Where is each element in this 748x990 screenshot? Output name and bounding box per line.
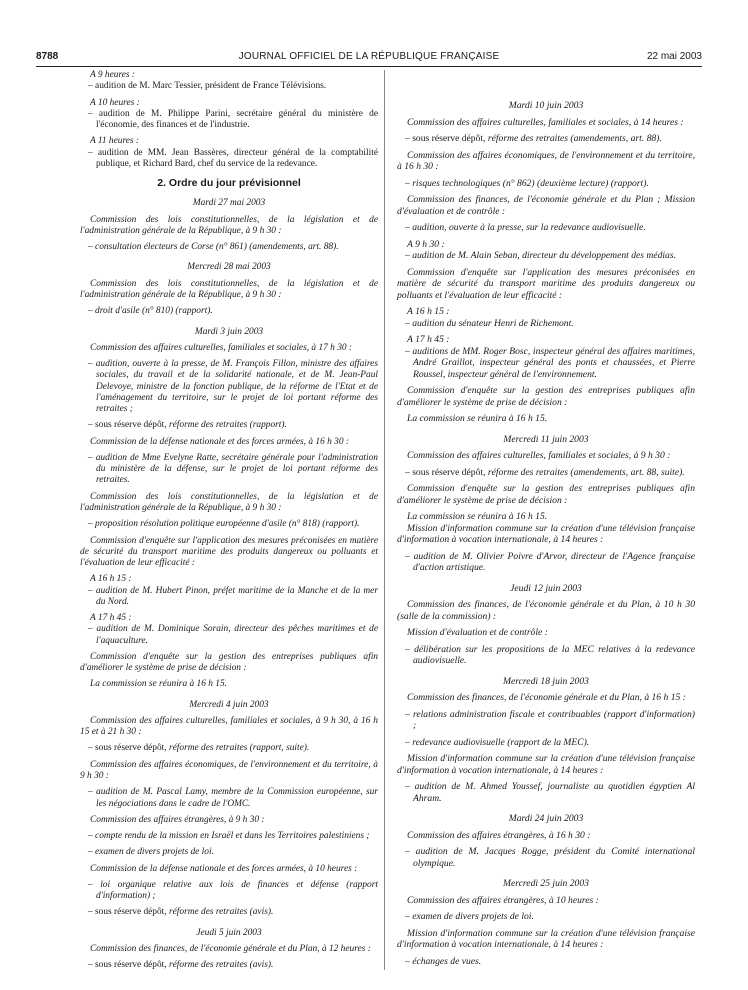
day-heading: Mercredi 28 mai 2003 bbox=[187, 262, 271, 273]
page-header bbox=[36, 49, 702, 65]
time-line: A 9 heures : bbox=[90, 70, 136, 80]
agenda-item-status: – sous réserve dépôt, bbox=[88, 743, 169, 754]
time-line: A 10 heures : bbox=[90, 97, 140, 108]
committee-heading: Commission des affaires culturelles, familiales et sociales, à 14 heures : bbox=[407, 116, 684, 128]
agenda-item: – auditions de MM. Roger Bosc, inspecteur général des affaires maritimes, André Graillot, inspecteur général des ponts et chaussées, et Pierre Roussel, inspecteur général de l'environnement. bbox=[405, 345, 695, 380]
agenda-item: – loi organique relative aux lois de finances et défense (rapport d'information) ; bbox=[88, 879, 378, 902]
journal-title: JOURNAL OFFICIEL DE LA RÉPUBLIQUE FRANÇAISE bbox=[238, 51, 500, 62]
agenda-item bbox=[80, 907, 378, 918]
day-heading: Mercredi 4 juin 2003 bbox=[189, 699, 269, 710]
committee-heading: Commission des finances, de l'économie générale et du Plan, à 16 h 15 : bbox=[407, 692, 686, 703]
agenda-item: – proposition résolution politique européenne d'asile (n° 818) (rapport). bbox=[88, 519, 360, 530]
agenda-item-status: – sous réserve dépôt, bbox=[405, 133, 488, 144]
agenda-item: – droit d'asile (n° 810) (rapport). bbox=[88, 306, 213, 317]
agenda-item bbox=[80, 960, 378, 971]
agenda-item: – risques technologiques (n° 862) (deuxième lecture) (rapport). bbox=[405, 177, 649, 189]
day-heading: Mercredi 25 juin 2003 bbox=[503, 878, 589, 889]
right-column bbox=[397, 70, 695, 972]
committee-heading: Commission des affaires étrangères, à 16 h 30 : bbox=[407, 829, 591, 841]
agenda-item: – audition, ouverte à la presse, sur la redevance audiovisuelle. bbox=[405, 222, 646, 233]
committee-heading: Commission d'enquête sur la gestion des entreprises publiques afin d'améliorer le système de prise de décision : bbox=[397, 385, 695, 408]
day-heading: Jeudi 12 juin 2003 bbox=[510, 582, 582, 594]
committee-heading: Commission des affaires économiques, de l'environnement et du territoire, à 9 h 30 : bbox=[80, 759, 378, 782]
time-line: A 9 h 30 : bbox=[407, 238, 445, 250]
day-heading: Mardi 10 juin 2003 bbox=[508, 100, 584, 111]
committee-heading: Commission des finances, de l'économie générale et du Plan, à 12 heures : bbox=[90, 943, 371, 954]
agenda-item bbox=[80, 420, 378, 431]
day-heading: Mardi 24 juin 2003 bbox=[508, 813, 584, 824]
time-line: A 11 heures : bbox=[90, 136, 140, 147]
agenda-item bbox=[397, 467, 695, 479]
agenda-item: – examen de divers projets de loi. bbox=[405, 911, 534, 922]
issue-date: 22 mai 2003 bbox=[646, 51, 702, 62]
committee-heading: Commission d'enquête sur l'application des mesures préconisées en matière de sécurité du transport maritime des produits dangereux ou polluants et l'évaluation de leur efficacité : bbox=[397, 266, 695, 301]
agenda-item: – audition de M. Olivier Poivre d'Arvor, directeur de l'Agence française d'action artistique. bbox=[405, 550, 695, 573]
column-divider bbox=[384, 70, 385, 970]
day-heading: Mercredi 18 juin 2003 bbox=[503, 675, 589, 687]
agenda-item: – examen de divers projets de loi. bbox=[88, 847, 214, 858]
agenda-item-subject: réforme des retraites (rapport, suite). bbox=[168, 743, 310, 754]
time-line: La commission se réunira à 16 h 15. bbox=[407, 413, 548, 424]
time-line: A 16 h 15 : bbox=[407, 306, 450, 317]
committee-heading: Commission des lois constitutionnelles, de la législation et de l'administration générale de la République, à 9 h 30 : bbox=[80, 491, 378, 513]
agenda-item bbox=[397, 133, 695, 145]
committee-heading: Commission des lois constitutionnelles, de la législation et de l'administration générale de la République, à 9 h 30 : bbox=[80, 214, 378, 236]
time-line: La commission se réunira à 16 h 15. bbox=[90, 679, 227, 690]
committee-heading: Commission de la défense nationale et des forces armées, à 10 heures : bbox=[90, 863, 358, 874]
day-heading: Mercredi 11 juin 2003 bbox=[503, 433, 589, 445]
agenda-item: – échanges de vues. bbox=[405, 955, 482, 967]
agenda-item: – audition de M. Ahmed Youssef, journaliste au quotidien égyptien Al Ahram. bbox=[405, 781, 695, 804]
committee-heading: Commission des finances, de l'économie générale et du Plan ; Mission d'évaluation et de contrôle : bbox=[397, 194, 695, 217]
committee-heading: Mission d'évaluation et de contrôle : bbox=[407, 627, 548, 638]
agenda-item: – délibération sur les propositions de la MEC relatives à la redevance audiovisuelle. bbox=[405, 643, 695, 666]
agenda-item: – audition du sénateur Henri de Richemont. bbox=[405, 317, 574, 329]
section-title: 2. Ordre du jour prévisionnel bbox=[157, 177, 301, 190]
agenda-item-subject: réforme des retraites (avis). bbox=[168, 907, 274, 918]
committee-heading: Commission des affaires culturelles, familiales et sociales, à 9 h 30 : bbox=[407, 450, 671, 461]
committee-heading: Commission d'enquête sur la gestion des entreprises publiques afin d'améliorer le système de prise de décision : bbox=[397, 483, 695, 506]
time-line: A 17 h 45 : bbox=[90, 613, 132, 624]
agenda-item-subject: réforme des retraites (amendements, art. 88, suite). bbox=[487, 466, 685, 478]
agenda-item: – compte rendu de la mission en Israël et dans les Territoires palestiniens ; bbox=[88, 831, 370, 842]
left-column bbox=[80, 70, 378, 976]
agenda-item-status: – sous réserve dépôt, bbox=[405, 466, 488, 478]
agenda-item: – audition, ouverte à la presse, de M. François Fillon, ministre des affaires sociales, du travail et de la solidarité nationale, et de M. Jean-Paul Delevoye, ministre de la fonction publique, de la réforme de l'Etat et de l'aménagement du territoire, sur le projet de loi portant réforme des retraites ; bbox=[88, 359, 378, 415]
agenda-item: – audition de MM. Jean Bassères, directeur général de la comptabilité publique, et Richard Bard, chef du service de la redevance. bbox=[88, 147, 378, 169]
committee-heading: Commission des affaires culturelles, familiales et sociales, à 17 h 30 : bbox=[90, 342, 353, 353]
committee-heading: Mission d'information commune sur la création d'une télévision française d'information à vocation internationale, à 14 heures : bbox=[397, 522, 695, 545]
agenda-item: – audition de M. Pascal Lamy, membre de la Commission européenne, sur les négociations dans le cadre de l'OMC. bbox=[88, 787, 378, 809]
agenda-item: – audition de M. Hubert Pinon, préfet maritime de la Manche et de la mer du Nord. bbox=[88, 585, 378, 607]
committee-heading: Mission d'information commune sur la création d'une télévision française d'information à vocation internationale, à 14 heures : bbox=[397, 753, 695, 776]
committee-heading: Commission des affaires économiques, de l'environnement et du territoire, à 16 h 30 : bbox=[397, 149, 695, 172]
header-rule bbox=[36, 66, 702, 67]
committee-heading: Commission d'enquête sur la gestion des entreprises publiques afin d'améliorer le système de prise de décision : bbox=[80, 651, 378, 674]
agenda-item-subject: réforme des retraites (amendements, art. 88). bbox=[487, 133, 662, 144]
agenda-item: – audition de M. Philippe Parini, secrétaire général du ministère de l'économie, des finances et de l'industrie. bbox=[88, 108, 378, 131]
committee-heading: Commission des affaires étrangères, à 10 heures : bbox=[407, 894, 599, 906]
day-heading: Mardi 27 mai 2003 bbox=[192, 198, 266, 209]
committee-heading: Commission des affaires culturelles, familiales et sociales, à 9 h 30, à 16 h 15 et à 21 h 30 : bbox=[80, 715, 378, 738]
agenda-item: – audition de M. Jacques Rogge, président du Comité international olympique. bbox=[405, 846, 695, 869]
agenda-item-status: – sous réserve dépôt, bbox=[88, 907, 169, 918]
committee-heading: Commission d'enquête sur l'application des mesures préconisées en matière de sécurité du transport maritime des produits dangereux ou polluants et l'évaluation de leur efficacité : bbox=[80, 535, 378, 569]
day-heading: Mardi 3 juin 2003 bbox=[194, 326, 264, 337]
agenda-item: – relations administration fiscale et contribuables (rapport d'information) ; bbox=[405, 708, 695, 731]
committee-heading: Commission des lois constitutionnelles, de la législation et de l'administration générale de la République, à 9 h 30 : bbox=[80, 278, 378, 300]
page-number: 8788 bbox=[36, 51, 59, 62]
agenda-item-subject: réforme des retraites (avis). bbox=[168, 960, 274, 971]
agenda-item: – audition de Mme Evelyne Ratte, secrétaire générale pour l'administration du ministère de la défense, sur le projet de loi portant réforme des retraites. bbox=[88, 452, 378, 486]
committee-heading: Commission de la défense nationale et des forces armées, à 16 h 30 : bbox=[90, 436, 349, 447]
agenda-item: – redevance audiovisuelle (rapport de la MEC). bbox=[405, 736, 590, 748]
time-line: A 17 h 45 : bbox=[407, 334, 450, 345]
time-line: A 16 h 15 : bbox=[90, 574, 132, 585]
agenda-item bbox=[80, 743, 378, 754]
committee-heading: Mission d'information commune sur la création d'une télévision française d'information à vocation internationale, à 14 heures : bbox=[397, 927, 695, 950]
agenda-item: – consultation électeurs de Corse (n° 861) (amendements, art. 88). bbox=[88, 242, 339, 253]
committee-heading: Commission des affaires étrangères, à 9 h 30 : bbox=[90, 814, 265, 825]
time-line: La commission se réunira à 16 h 15. bbox=[407, 511, 548, 522]
agenda-item-status: – sous réserve dépôt, bbox=[88, 420, 169, 431]
agenda-item-subject: réforme des retraites (rapport). bbox=[168, 420, 287, 431]
agenda-item: – audition de M. Marc Tessier, président de France Télévisions. bbox=[88, 81, 327, 92]
agenda-item: – audition de M. Dominique Sorain, directeur des pêches maritimes et de l'aquaculture. bbox=[88, 624, 378, 646]
agenda-item: – audition de M. Alain Seban, directeur du développement des médias. bbox=[405, 250, 676, 261]
committee-heading: Commission des finances, de l'économie générale et du Plan, à 10 h 30 (salle de la commission) : bbox=[397, 599, 695, 622]
day-heading: Jeudi 5 juin 2003 bbox=[196, 927, 262, 938]
agenda-item-status: – sous réserve dépôt, bbox=[88, 960, 169, 971]
